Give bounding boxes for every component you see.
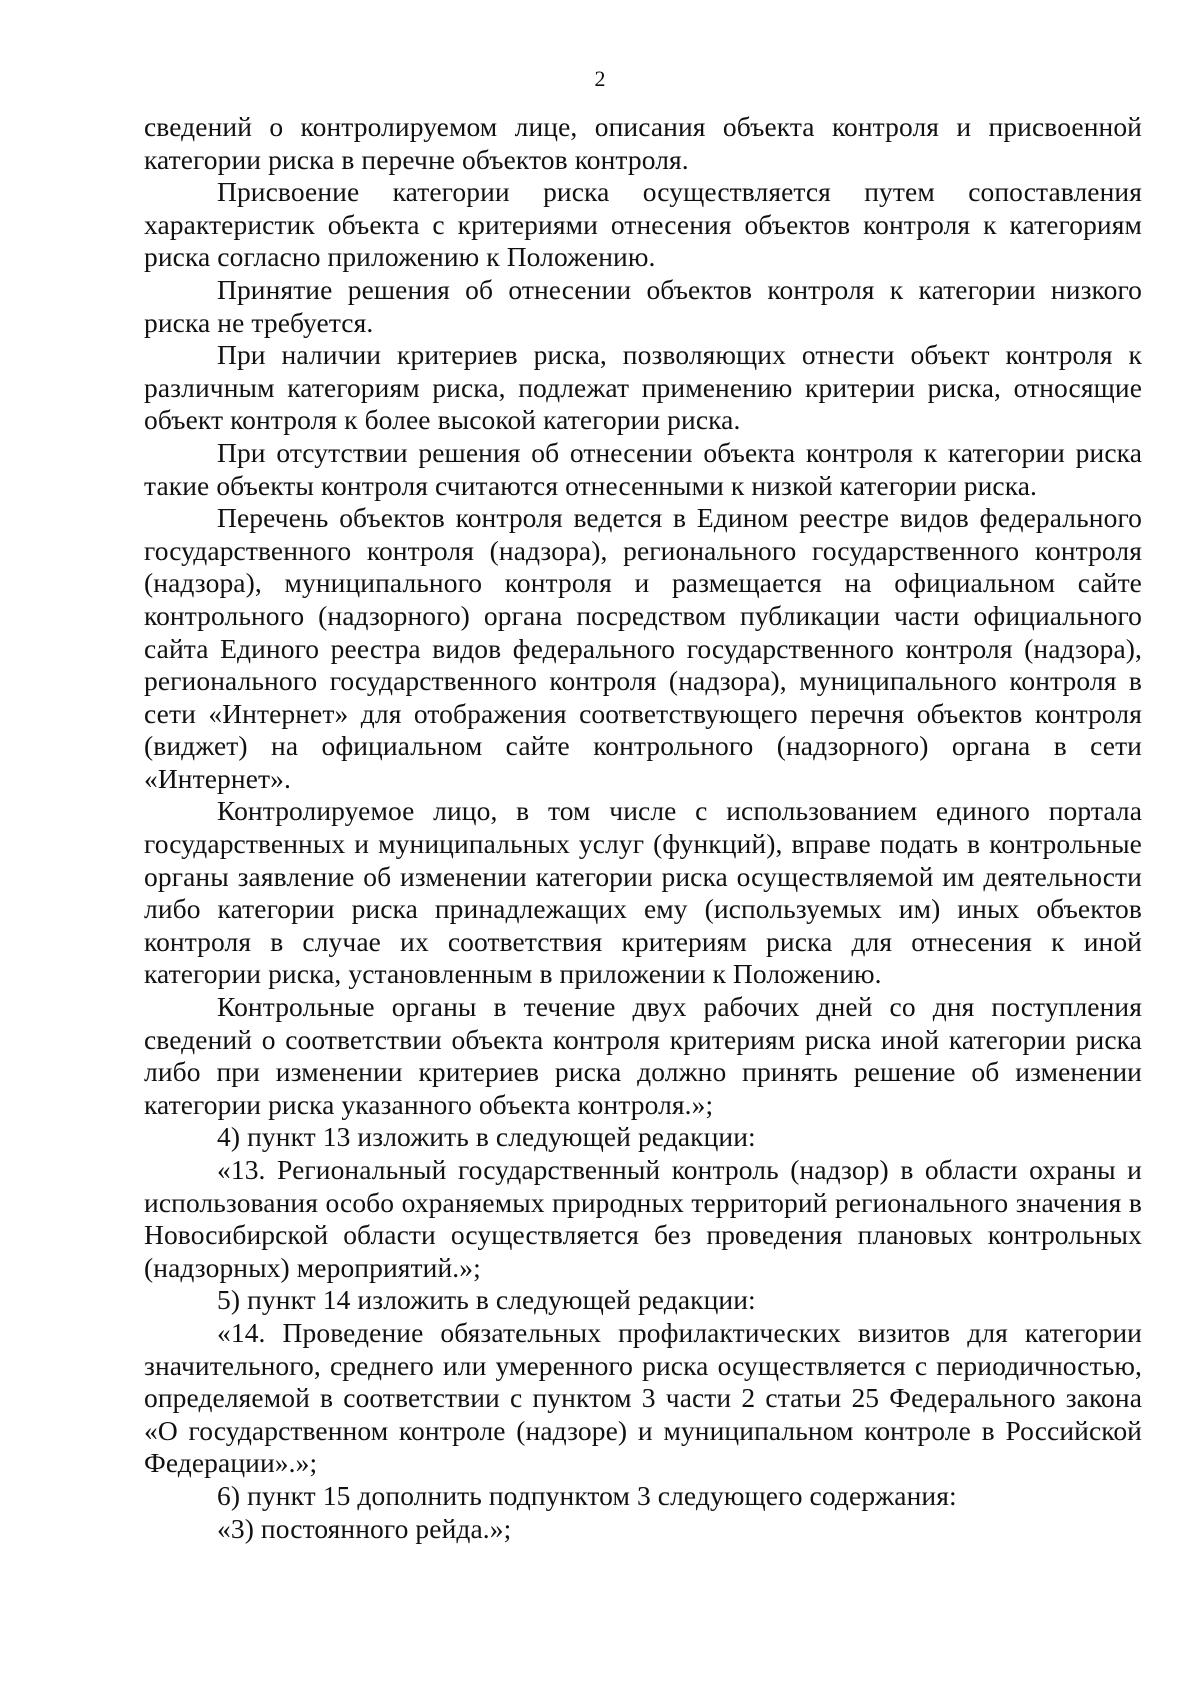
paragraph-1: сведений о контролируемом лице, описания объекта контроля и присвоенной категории риска в перечне объектов контроля.: [144, 111, 1142, 175]
paragraph-13: 6) пункт 15 дополнить подпунктом 3 следующего содержания:: [217, 1479, 957, 1511]
paragraph-12: «14. Проведение обязательных профилактических визитов для категории значительного, среднего или умеренного риска осуществляется с периодичностью, определяемой в соответствии с пунктом 3 части 2 статьи 25 Федерального закона «О государственном контроле (надзоре) и муниципальном контроле в Российской Федерации».»;: [144, 1316, 1142, 1479]
paragraph-8: Контрольные органы в течение двух рабочих дней со дня поступления сведений о соответствии объекта контроля критериям риска иной категории риска либо при изменении критериев риска должно принять решение об изменении категории риска указанного объекта контроля.»;: [144, 991, 1142, 1120]
paragraph-5: При отсутствии решения об отнесении объекта контроля к категории риска такие объекты контроля считаются отнесенными к низкой категории риска.: [144, 436, 1142, 501]
document-body: [144, 111, 1142, 1545]
paragraph-4: При наличии критериев риска, позволяющих отнести объект контроля к различным категориям риска, подлежат применению критерии риска, относящие объект контроля к более высокой категории риска.: [144, 339, 1142, 436]
paragraph-14: «3) постоянного рейда.»;: [217, 1512, 512, 1544]
page-number: 2: [594, 66, 606, 91]
paragraph-6: Перечень объектов контроля ведется в Едином реестре видов федерального государственного контроля (надзора), регионального государственного контроля (надзора), муниципального контроля и размещается на официальном сайте контрольного (надзорного) органа посредством публикации части официального сайта Единого реестра видов федерального государственного контроля (надзора), регионального государственного контроля (надзора), муниципального контроля в сети «Интернет» для отображения соответствующего перечня объектов контроля (виджет) на официальном сайте контрольного (надзорного) органа в сети «Интернет».: [144, 502, 1142, 794]
paragraph-10: «13. Региональный государственный контроль (надзор) в области охраны и использования особо охраняемых природных территорий регионального значения в Новосибирской области осуществляется без проведения плановых контрольных (надзорных) мероприятий.»;: [144, 1154, 1142, 1283]
paragraph-3: Принятие решения об отнесении объектов контроля к категории низкого риска не требуется.: [144, 273, 1142, 338]
paragraph-7: Контролируемое лицо, в том числе с использованием единого портала государственных и муниципальных услуг (функций), вправе подать в контрольные органы заявление об изменении категории риска осуществляемой им деятельности либо категории риска принадлежащих ему (используемых им) иных объектов контроля в случае их соответствия критериям риска для отнесения к иной категории риска, установленным в приложении к Положению.: [144, 795, 1142, 990]
paragraph-2: Присвоение категории риска осуществляется путем сопоставления характеристик объекта с критериями отнесения объектов контроля к категориям риска согласно приложению к Положению.: [144, 176, 1142, 273]
paragraph-9: 4) пункт 13 изложить в следующей редакции:: [217, 1121, 756, 1153]
paragraph-11: 5) пункт 14 изложить в следующей редакции:: [217, 1284, 756, 1316]
